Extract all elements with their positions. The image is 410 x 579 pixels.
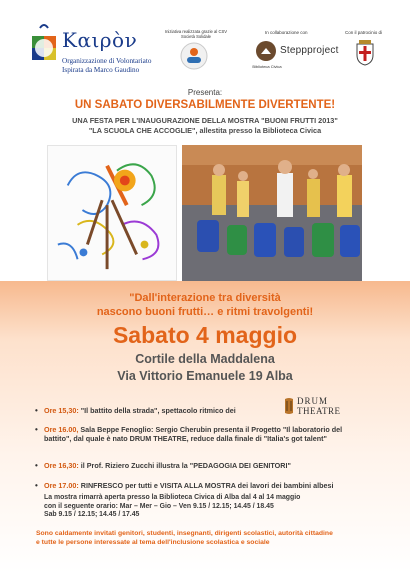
city-crest-icon [355,39,375,66]
drum-logo-line-2: THEATRE [297,406,341,416]
event-date: Sabato 4 maggio [112,322,298,348]
invitation-line-2: e tutte le persone interessate al tema dell'inclusione scolastica e sociale [36,538,270,546]
collab-caption: In collaborazione con [265,30,308,35]
quote-line-2: nascono buoni frutti… e ritmi travolgenti! [96,306,314,318]
program-item-4-time: Ore 17.00: [44,481,79,490]
event-headline: UN SABATO DIVERSABILMENTE DIVERTENTE! [74,99,336,111]
event-place: Cortile della Maddalena [135,352,275,366]
program-item-1-time: Ore 15,30: [44,406,79,415]
child-drawing-image [47,145,177,281]
partner-logo-text: Steppproject [280,45,339,56]
bullet-icon: • [35,481,38,490]
bullet-icon: • [35,461,38,470]
event-subtitle-1: UNA FESTA PER L'INAUGURAZIONE DELLA MOSTRA "BUONI FRUTTI 2013" [72,116,338,125]
program-item-2-text: Sala Beppe Fenoglio: Sergio Cherubin presenta il Progetto "Il laboratorio del battito", dal quale è nato DRUM THEATRE, reduce dalla finale di "Italia's got talent" [44,425,343,443]
exhibit-line-2: con il seguente orario: Mar – Mer – Gio – Ven 9.15 / 12.15; 14.45 / 18.45 [44,502,274,510]
presenta-label: Presenta: [187,88,223,97]
bullet-icon: • [35,406,38,415]
drum-theatre-photo [182,145,362,281]
patronage-caption: Con il patrocinio di [345,30,383,35]
program-item-3-text: il Prof. Riziero Zucchi illustra la "PEDAGOGIA DEI GENITORI" [78,461,291,470]
org-title: Καιρὸν [62,28,138,52]
header-logos [0,0,410,84]
event-address: Via Vittorio Emanuele 19 Alba [117,369,293,383]
event-subtitle-2: "LA SCUOLA CHE ACCOGLIE", allestita presso la Biblioteca Civica [88,126,322,135]
kairon-logo-icon [30,22,60,72]
bullet-icon: • [35,425,38,434]
exhibit-line-1: La mostra rimarrà aperta presso la Biblioteca Civica di Alba dal 4 al 14 maggio [44,494,301,501]
program-item-4-text: RINFRESCO per tutti e VISITA ALLA MOSTRA dei lavori dei bambini albesi [78,481,334,490]
org-line-1: Organizzazione di Volontariato [62,57,152,65]
library-caption: Biblioteca Civica [252,64,282,69]
csv-logo-icon [180,42,208,70]
invitation-line-1: Sono caldamente invitati genitori, studenti, insegnanti, dirigenti scolastici, autorità cittadine [36,530,333,537]
drum-logo-line-1: DRUM [297,396,329,406]
program-item-3 [35,461,344,470]
program-item-2-time: Ore 16.00, [44,425,79,434]
program-item-4 [35,481,344,490]
org-line-2: Ispirata da Marco Gaudino [62,66,140,74]
csv-caption: Iniziativa realizzata grazie al CSV Società Solidale [164,29,228,39]
drum-theatre-logo-icon [282,397,296,415]
exhibit-line-3: Sab 9.15 / 12.15; 14.45 / 17.45 [44,511,140,518]
library-logo-icon [255,40,277,62]
quote-line-1: "Dall'interazione tra diversità [129,292,281,304]
program-item-2 [35,425,344,443]
program-item-1-text: "Il battito della strada", spettacolo ritmico dei [78,406,236,415]
program-item-3-time: Ore 16,30: [44,461,79,470]
